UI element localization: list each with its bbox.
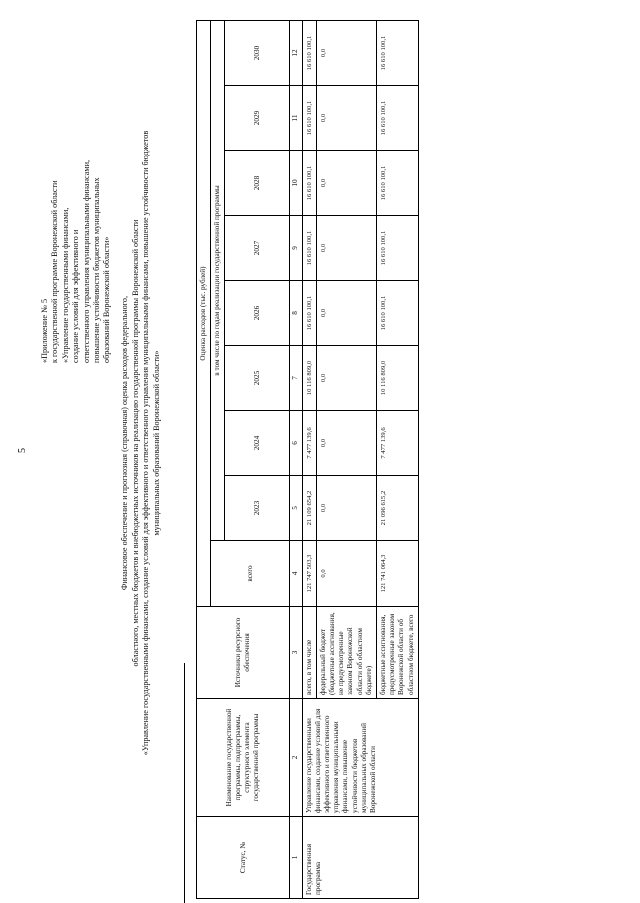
value-cell: 0,0 bbox=[316, 151, 376, 216]
table-row bbox=[302, 20, 316, 898]
value-cell: 0,0 bbox=[316, 541, 376, 607]
appendix-line: повышение устойчивости бюджетов муниципальных bbox=[92, 177, 102, 363]
header-total: всего bbox=[211, 541, 290, 607]
value-cell: 0,0 bbox=[316, 216, 376, 281]
value-cell: 7 477 139,6 bbox=[302, 411, 316, 476]
value-cell: 0,0 bbox=[316, 281, 376, 346]
footnote-rule bbox=[184, 663, 185, 903]
column-number: 11 bbox=[290, 86, 302, 151]
value-cell: 16 610 100,1 bbox=[377, 86, 419, 151]
value-cell: 16 610 100,1 bbox=[302, 86, 316, 151]
column-number: 2 bbox=[290, 699, 302, 817]
value-cell: 16 610 100,1 bbox=[302, 20, 316, 85]
header-year: 2028 bbox=[225, 151, 290, 216]
column-number: 10 bbox=[290, 151, 302, 216]
value-cell: 121 747 503,3 bbox=[302, 541, 316, 607]
header-name: Наименование государственной программы, подпрограммы, структурного элемента государственной программы bbox=[197, 699, 290, 817]
title-line: «Управление государственными финансами, создание условий для эффективного и ответственного управления муниципальными финансами, повышение устойчивости бюджетов bbox=[141, 130, 151, 756]
appendix-line: «Управление государственными финансами, bbox=[60, 207, 70, 363]
value-cell: 7 477 139,6 bbox=[377, 411, 419, 476]
value-cell: 16 610 100,1 bbox=[302, 281, 316, 346]
appendix-block bbox=[40, 63, 113, 363]
value-cell: 0,0 bbox=[316, 346, 376, 411]
header-year: 2029 bbox=[225, 86, 290, 151]
appendix-line: создание условий для эффективного и bbox=[71, 229, 81, 363]
value-cell: 16 610 100,1 bbox=[302, 151, 316, 216]
column-number: 1 bbox=[290, 817, 302, 899]
header-year: 2023 bbox=[225, 476, 290, 541]
column-number: 6 bbox=[290, 411, 302, 476]
value-cell: 0,0 bbox=[316, 20, 376, 85]
column-number: 4 bbox=[290, 541, 302, 607]
column-number: 9 bbox=[290, 216, 302, 281]
value-cell: 21 109 654,2 bbox=[302, 476, 316, 541]
header-row bbox=[197, 20, 211, 898]
header-estimate: Оценка расходов (тыс. рублей) bbox=[197, 20, 211, 606]
value-cell: 16 610 100,1 bbox=[302, 216, 316, 281]
header-year: 2030 bbox=[225, 20, 290, 85]
column-number: 8 bbox=[290, 281, 302, 346]
value-cell: 16 610 100,1 bbox=[377, 20, 419, 85]
value-cell: 0,0 bbox=[316, 411, 376, 476]
column-number: 3 bbox=[290, 607, 302, 699]
page-number: 5 bbox=[17, 448, 28, 453]
header-year: 2027 bbox=[225, 216, 290, 281]
source-cell: федеральный бюджет (бюджетные ассигнования, не предусмотренные законом Воронежской области об областном бюджете) bbox=[316, 607, 376, 699]
column-number: 7 bbox=[290, 346, 302, 411]
title-line: муниципальных образований Воронежской области» bbox=[151, 350, 161, 536]
source-cell: бюджетные ассигнования, предусмотренные законом Воронежской области об областном бюджете, всего bbox=[377, 607, 419, 699]
appendix-line: образований Воронежской области» bbox=[102, 236, 112, 363]
appendix-line: «Приложение № 5 bbox=[40, 298, 49, 363]
value-cell: 16 610 100,1 bbox=[377, 281, 419, 346]
title-line: Финансовое обеспечение и прогнозная (справочная) оценка расходов федерального, bbox=[120, 295, 129, 591]
program-status: Государственная программа bbox=[302, 817, 418, 899]
column-number: 5 bbox=[290, 476, 302, 541]
value-cell: 0,0 bbox=[316, 476, 376, 541]
document-title bbox=[120, 23, 162, 863]
header-year: 2025 bbox=[225, 346, 290, 411]
value-cell: 16 610 100,1 bbox=[377, 216, 419, 281]
column-number: 12 bbox=[290, 20, 302, 85]
source-cell: всего, в том числе bbox=[302, 607, 316, 699]
value-cell: 10 116 809,0 bbox=[302, 346, 316, 411]
appendix-line: ответственного управления муниципальными финансами, bbox=[81, 159, 91, 363]
header-year: 2026 bbox=[225, 281, 290, 346]
header-source: Источники ресурсного обеспечения bbox=[197, 607, 290, 699]
value-cell: 121 741 064,3 bbox=[377, 541, 419, 607]
appendix-line: к государственной программе Воронежской области bbox=[50, 180, 60, 363]
title-line: областного, местных бюджетов и внебюджетных источников на реализацию государственной программы Воронежской области bbox=[130, 219, 140, 667]
funding-table bbox=[196, 20, 419, 899]
column-number-row bbox=[290, 20, 302, 898]
header-status: Статус, № bbox=[197, 817, 290, 899]
value-cell: 21 096 615,2 bbox=[377, 476, 419, 541]
program-name: Управление государственными финансами, создание условий для эффективного и ответственного управления муниципальными финансами, повышение устойчивости бюджетов муниципальных образований Воронежской области bbox=[302, 699, 418, 817]
header-by-years: в том числе по годам реализации государственной программы bbox=[211, 20, 225, 540]
value-cell: 10 116 809,0 bbox=[377, 346, 419, 411]
header-year: 2024 bbox=[225, 411, 290, 476]
value-cell: 0,0 bbox=[316, 86, 376, 151]
value-cell: 16 610 100,1 bbox=[377, 151, 419, 216]
